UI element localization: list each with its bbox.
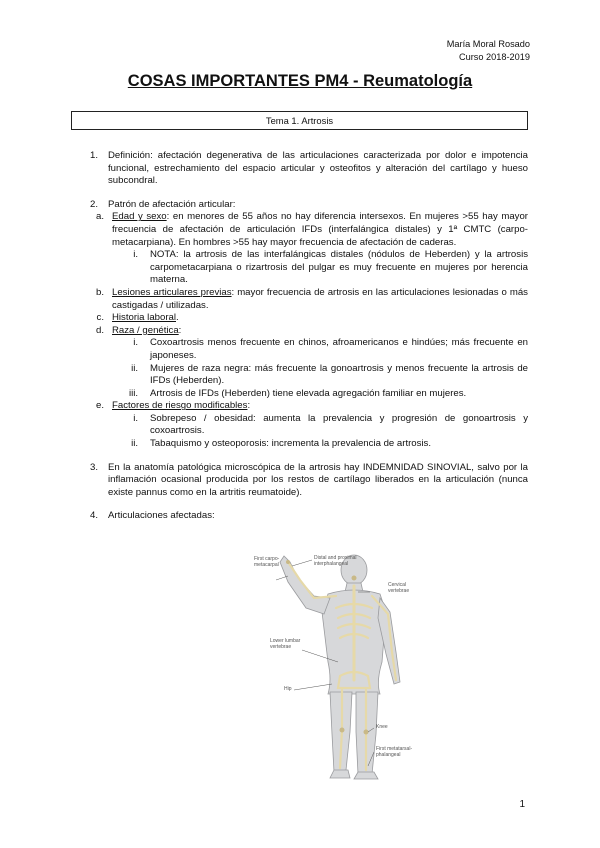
sub-text: : [178,324,182,336]
sub-text: : [247,400,251,412]
sub-item-e [90,400,528,413]
roman-text: Tabaquismo y osteoporosis: incrementa la prevalencia de artrosis. [150,438,432,450]
sub-label: Factores de riesgo modificables [112,400,248,412]
sub-item-d [90,325,528,338]
sub-letter: c. [96,312,104,324]
author-block [447,38,530,64]
roman-item [112,363,528,388]
sub-item-a [90,211,528,249]
sub-label: Lesiones articulares previas [112,286,232,298]
roman-number: ii. [131,438,138,450]
label-first-mtp: First metatarsal-phalangeal [376,746,413,758]
roman-item [112,413,528,438]
item-number: 1. [90,150,99,161]
author-name: María Moral Rosado [446,39,530,49]
label-knee: Knee [376,724,388,730]
roman-number: i. [133,337,138,349]
sub-letter: d. [95,324,104,336]
roman-text: Coxoartrosis menos frecuente en chinos, afroamericanos e hindúes; más frecuente en japoneses. [150,337,528,361]
label-first-cmc: First carpo-metacarpal [254,556,280,568]
topic-box: Tema 1. Artrosis [71,111,528,130]
roman-number: i. [133,412,138,424]
roman-item [112,438,528,451]
skeleton-figure [250,552,430,780]
label-lumbar: Lower lumbar vertebrae [270,638,301,650]
roman-item [112,337,528,362]
item-text: En la anatomía patológica microscópica de la artrosis hay INDEMNIDAD SINOVIAL, salvo por la inflamación ocasional producida por los restos de cartílago liberados en la articulación (nunca existe pannus como en la artritis reumatoide). [108,461,528,498]
roman-container [90,413,528,451]
roman-text: Artrosis de IFDs (Heberden) tiene elevada agregación familiar en mujeres. [150,387,467,399]
page-number: 1 [519,799,525,810]
roman-item [112,388,528,401]
roman-number: iii. [128,387,138,399]
roman-number: ii. [131,362,138,374]
list-item-2 [90,199,528,212]
roman-item [112,249,528,287]
sub-letter: b. [95,286,104,298]
roman-container [90,337,528,400]
document-title: COSAS IMPORTANTES PM4 - Reumatología [127,72,473,90]
label-hip: Hip [284,686,292,692]
roman-text: NOTA: la artrosis de las interfalángicas distales (nódulos de Heberden) y la artrosis carpometacarpiana o rizartrosis del pulgar es muy frecuente en mujeres por herencia materna. [150,249,528,286]
sub-label: Edad y sexo [112,211,167,223]
item-text: Patrón de afectación articular: [108,198,236,210]
item-number: 2. [90,198,99,210]
list-item-3 [90,462,528,500]
roman-container [90,249,528,287]
roman-text: Sobrepeso / obesidad: aumenta la prevalencia y progresión de gonoartrosis y coxoartrosis. [150,412,528,437]
roman-text: Mujeres de raza negra: más frecuente la gonoartrosis y menos frecuente la artrosis de IFDs (Heberden). [150,362,528,387]
list-item-1 [90,150,528,188]
list-item-4 [90,510,528,523]
sub-label: Historia laboral [112,312,176,324]
item-number: 4. [90,510,99,522]
sub-letter: e. [95,400,104,412]
item-number: 3. [90,461,99,473]
sub-item-c [90,312,528,325]
sub-letter: a. [95,211,104,223]
item-text: Definición: afectación degenerativa de las articulaciones caracterizada por dolor e impotencia funcional, estrechamiento del espacio articular y osteofitos y alteración del cartílago y hueso subcondral. [108,150,528,187]
sub-label: Raza / genética [112,324,179,336]
roman-number: i. [133,249,138,261]
sub-item-b [90,287,528,312]
label-cervical: Cervical vertebrae [388,582,410,594]
content-list [90,150,528,523]
sub-text: : en menores de 55 años no hay diferencia intersexos. En mujeres >55 hay mayor frecuencia de afectación de articulación IFDs (interfalángica distales) y 1ª CMTC (carpo-metacarpiana). En hombres >55 hay mayor frecuencia de afectación de caderas. [112,211,528,248]
sub-text: : mayor frecuencia de artrosis en las articulaciones lesionadas o más castigadas / utilizadas. [112,286,528,311]
label-dip-pip: Distal and proximal interphalangeal [314,555,357,567]
item-text: Articulaciones afectadas: [108,510,215,522]
sub-text: . [176,312,179,324]
course-year: Curso 2018-2019 [459,52,530,62]
